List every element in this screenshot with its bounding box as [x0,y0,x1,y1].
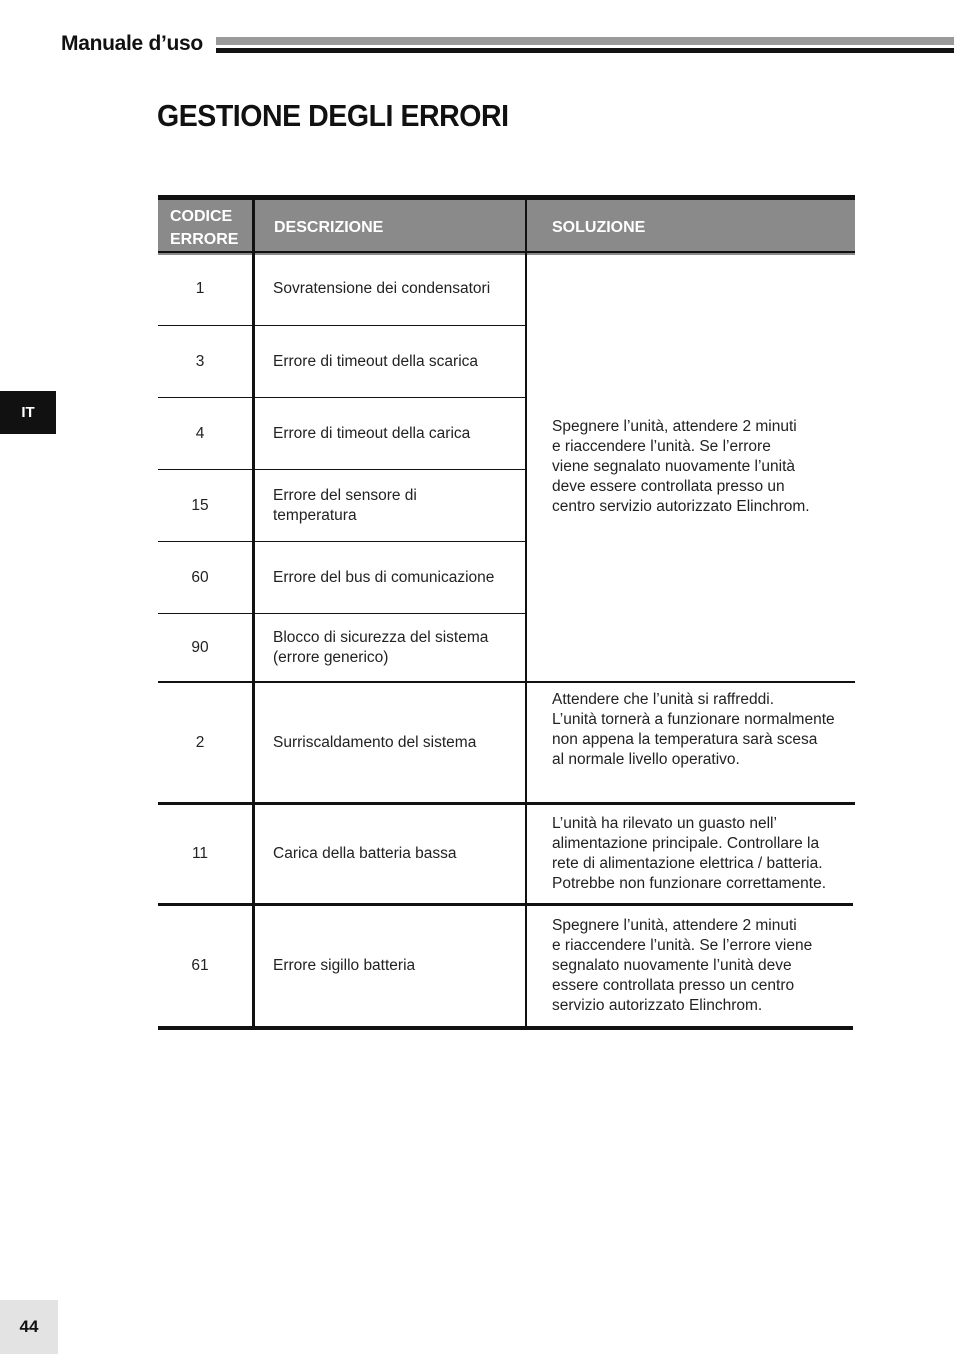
solution-cell: Spegnere l’unità, attendere 2 minuti e riaccendere l’unità. Se l’errore viene segnalato nuovamente l’unità deve essere controllata presso un centro servizio autorizzato Elinchrom. [552,418,810,515]
error-code-cell: 15 [191,496,209,514]
language-tab: IT [0,391,56,434]
error-description-cell: Errore del sensore di temperatura [273,486,417,524]
header-rule-black [216,48,954,53]
page-number: 44 [0,1300,58,1354]
error-code-cell: 2 [195,733,205,751]
solution-cell: Spegnere l’unità, attendere 2 minuti e riaccendere l’unità. Se l’errore viene segnalato nuovamente l’unità deve essere controllata presso un centro servizio autorizzato Elinchrom. [552,917,813,1014]
error-code-cell: 60 [191,568,209,586]
error-description-cell: Carica della batteria bassa [273,845,457,862]
error-description-cell: Blocco di sicurezza del sistema (errore generico) [273,628,489,666]
manual-header-title: Manuale d’uso [61,32,203,55]
solution-cell: L’unità ha rilevato un guasto nell’ alimentazione principale. Controllare la rete di alimentazione elettrica / batteria. Potrebbe non funzionare correttamente. [552,815,827,892]
header-rule-gray [216,37,954,45]
column-header-code: CODICE ERRORE [170,207,239,248]
error-description-cell: Errore di timeout della scarica [273,352,479,370]
error-code-cell: 11 [191,845,209,862]
error-code-cell: 1 [195,280,205,297]
error-description-cell: Errore sigillo batteria [273,957,416,974]
page-title: GESTIONE DEGLI ERRORI [157,98,509,133]
error-table [158,195,855,1032]
solution-cell: Attendere che l’unità si raffreddi. L’unità tornerà a funzionare normalmente non appena la temperatura sarà scesa al normale livello operativo. [552,691,835,768]
table-bottom-rule [158,1026,853,1030]
error-code-cell: 90 [191,638,209,656]
column-header-description: DESCRIZIONE [274,219,384,236]
error-description-cell: Errore di timeout della carica [273,424,471,442]
column-header-solution: SOLUZIONE [552,219,646,236]
error-code-cell: 61 [191,957,209,974]
error-code-cell: 4 [195,424,205,442]
error-description-cell: Errore del bus di comunicazione [273,568,495,586]
error-description-cell: Sovratensione dei condensatori [273,280,491,297]
error-description-cell: Surriscaldamento del sistema [273,733,477,751]
error-code-cell: 3 [195,352,205,370]
